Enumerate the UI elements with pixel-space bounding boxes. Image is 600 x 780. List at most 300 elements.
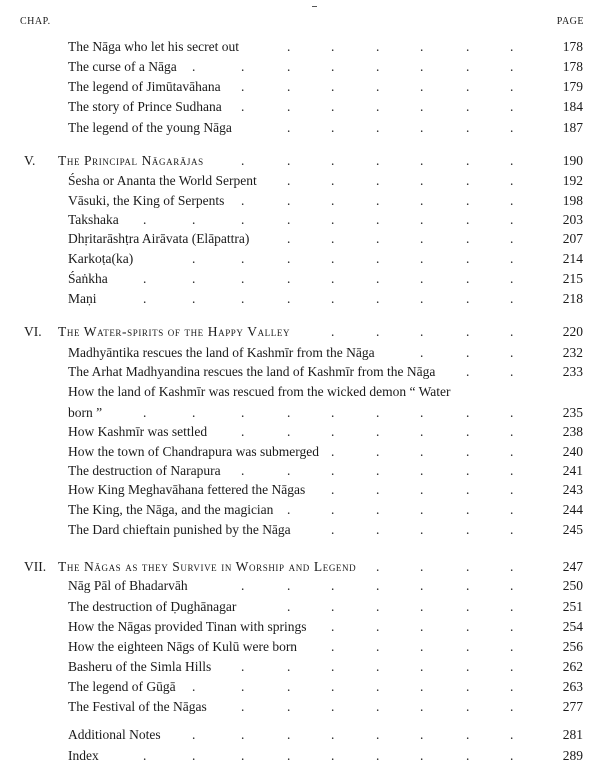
toc-entry <box>0 657 600 677</box>
leader-dot: . <box>143 405 147 420</box>
chapter-column-header: CHAP. <box>20 16 51 27</box>
leader-dot: . <box>510 39 514 54</box>
leader-dot: . <box>466 324 470 339</box>
toc-entry <box>0 637 600 657</box>
entry-title: Additional Notes <box>68 727 161 742</box>
leader-dot: . <box>466 120 470 135</box>
leader-dot: . <box>376 59 380 74</box>
page-number: 235 <box>562 405 583 420</box>
page-number: 277 <box>562 699 583 714</box>
leader-dot: . <box>241 405 245 420</box>
leader-dot: . <box>331 619 335 634</box>
page-number: 198 <box>562 193 583 208</box>
leader-dot: . <box>466 444 470 459</box>
toc-entry <box>0 500 600 520</box>
entry-title: The story of Prince Sudhana <box>68 99 222 114</box>
leader-dot: . <box>241 463 245 478</box>
leader-dot: . <box>287 699 291 714</box>
leader-dot: . <box>143 271 147 286</box>
leader-dot: . <box>241 659 245 674</box>
chapter-title: The Water-spirits of the Happy Valley <box>58 324 291 339</box>
toc-entry <box>0 746 600 766</box>
leader-dot: . <box>466 424 470 439</box>
page-number: 232 <box>562 345 583 360</box>
entry-title: Dhṛitarāshṭra Airāvata (Elāpattra) <box>68 231 250 246</box>
leader-dot: . <box>331 120 335 135</box>
leader-dot: . <box>510 578 514 593</box>
leader-dot: . <box>420 120 424 135</box>
leader-dot: . <box>466 679 470 694</box>
leader-dot: . <box>331 502 335 517</box>
leader-dot: . <box>241 59 245 74</box>
leader-dot: . <box>241 727 245 742</box>
leader-dot: . <box>376 405 380 420</box>
leader-dot: . <box>420 99 424 114</box>
leader-dot: . <box>241 578 245 593</box>
toc-entry <box>0 403 600 423</box>
entry-title: Takshaka <box>68 212 119 227</box>
leader-dot: . <box>331 173 335 188</box>
toc-entry <box>0 289 600 309</box>
leader-dot: . <box>331 79 335 94</box>
leader-dot: . <box>466 173 470 188</box>
leader-dot: . <box>331 212 335 227</box>
page-number: 207 <box>562 231 583 246</box>
leader-dot: . <box>510 639 514 654</box>
leader-dot: . <box>466 59 470 74</box>
leader-dot: . <box>376 619 380 634</box>
leader-dot: . <box>510 173 514 188</box>
leader-dot: . <box>331 405 335 420</box>
leader-dot: . <box>420 482 424 497</box>
entry-title: How Kashmīr was settled <box>68 424 208 439</box>
leader-dot: . <box>241 212 245 227</box>
toc-entry <box>0 171 600 191</box>
leader-dot: . <box>510 231 514 246</box>
leader-dot: . <box>420 251 424 266</box>
leader-dot: . <box>241 699 245 714</box>
leader-dot: . <box>192 405 196 420</box>
chapter-entry <box>0 557 600 577</box>
leader-dot: . <box>241 679 245 694</box>
leader-dot: . <box>143 291 147 306</box>
leader-dot: . <box>420 193 424 208</box>
leader-dot: . <box>466 619 470 634</box>
leader-dot: . <box>287 271 291 286</box>
entry-title: The Arhat Madhyandina rescues the land of Kashmīr from the Nāga <box>68 364 436 379</box>
leader-dot: . <box>510 251 514 266</box>
entry-title: The Festival of the Nāgas <box>68 699 207 714</box>
leader-dot: . <box>420 679 424 694</box>
leader-dot: . <box>143 748 147 763</box>
leader-dot: . <box>510 59 514 74</box>
entry-title: The curse of a Nāga <box>68 59 177 74</box>
leader-dot: . <box>510 193 514 208</box>
leader-dot: . <box>420 502 424 517</box>
leader-dot: . <box>376 231 380 246</box>
leader-dot: . <box>510 599 514 614</box>
leader-dot: . <box>287 153 291 168</box>
leader-dot: . <box>287 748 291 763</box>
leader-dot: . <box>376 324 380 339</box>
leader-dot: . <box>241 271 245 286</box>
leader-dot: . <box>287 251 291 266</box>
leader-dot: . <box>192 679 196 694</box>
leader-dot: . <box>510 444 514 459</box>
leader-dot: . <box>466 482 470 497</box>
page-number: 203 <box>562 212 583 227</box>
leader-dot: . <box>466 153 470 168</box>
entry-title: The King, the Nāga, and the magician <box>68 502 274 517</box>
toc-entry <box>0 677 600 697</box>
leader-dot: . <box>420 748 424 763</box>
page-number: 215 <box>562 271 583 286</box>
leader-dot: . <box>510 271 514 286</box>
toc-entry <box>0 229 600 249</box>
leader-dot: . <box>466 79 470 94</box>
leader-dot: . <box>331 324 335 339</box>
leader-dot: . <box>466 251 470 266</box>
leader-dot: . <box>287 578 291 593</box>
leader-dot: . <box>287 59 291 74</box>
leader-dot: . <box>420 271 424 286</box>
leader-dot: . <box>510 559 514 574</box>
leader-dot: . <box>331 639 335 654</box>
leader-dot: . <box>376 679 380 694</box>
leader-dot: . <box>510 659 514 674</box>
leader-dot: . <box>420 522 424 537</box>
entry-title: The destruction of Ḍughānagar <box>68 599 237 614</box>
leader-dot: . <box>420 559 424 574</box>
toc-entry <box>0 57 600 77</box>
leader-dot: . <box>466 578 470 593</box>
leader-dot: . <box>510 345 514 360</box>
leader-dot: . <box>376 559 380 574</box>
leader-dot: . <box>376 99 380 114</box>
leader-dot: . <box>420 291 424 306</box>
entry-title: How the eighteen Nāgs of Kulū were born <box>68 639 298 654</box>
leader-dot: . <box>287 173 291 188</box>
leader-dot: . <box>420 212 424 227</box>
leader-dot: . <box>466 39 470 54</box>
page-number: 240 <box>562 444 583 459</box>
leader-dot: . <box>287 231 291 246</box>
leader-dot: . <box>331 463 335 478</box>
page-number: 190 <box>562 153 583 168</box>
leader-dot: . <box>143 212 147 227</box>
leader-dot: . <box>466 231 470 246</box>
leader-dot: . <box>241 99 245 114</box>
leader-dot: . <box>331 482 335 497</box>
leader-dot: . <box>376 699 380 714</box>
chapter-title: The Nāgas as they Survive in Worship and Legend <box>58 559 357 574</box>
leader-dot: . <box>420 324 424 339</box>
leader-dot: . <box>192 291 196 306</box>
leader-dot: . <box>241 79 245 94</box>
toc-entry <box>0 77 600 97</box>
leader-dot: . <box>420 39 424 54</box>
page-number: 187 <box>562 120 583 135</box>
leader-dot: . <box>287 405 291 420</box>
page-number: 214 <box>562 251 583 266</box>
leader-dot: . <box>331 727 335 742</box>
page-number: 256 <box>562 639 583 654</box>
chapter-number: V. <box>24 153 36 168</box>
page-number: 289 <box>562 748 583 763</box>
page-number: 247 <box>562 559 583 574</box>
leader-dot: . <box>510 463 514 478</box>
leader-dot: . <box>287 79 291 94</box>
leader-dot: . <box>331 99 335 114</box>
leader-dot: . <box>510 748 514 763</box>
page-number: 192 <box>562 173 583 188</box>
leader-dot: . <box>510 502 514 517</box>
leader-dot: . <box>241 193 245 208</box>
entry-title: The Nāga who let his secret out <box>68 39 239 54</box>
leader-dot: . <box>420 79 424 94</box>
leader-dot: . <box>241 291 245 306</box>
leader-dot: . <box>287 727 291 742</box>
leader-dot: . <box>331 659 335 674</box>
leader-dot: . <box>331 39 335 54</box>
entry-title: Index <box>68 748 99 763</box>
leader-dot: . <box>192 271 196 286</box>
leader-dot: . <box>466 639 470 654</box>
entry-title: Karkoṭa(ka) <box>68 251 134 266</box>
page-number: 281 <box>562 727 583 742</box>
leader-dot: . <box>466 212 470 227</box>
page-number: 263 <box>562 679 583 694</box>
leader-dot: . <box>241 251 245 266</box>
leader-dot: . <box>376 502 380 517</box>
toc-entry <box>0 725 600 745</box>
leader-dot: . <box>287 212 291 227</box>
leader-dot: . <box>331 679 335 694</box>
toc-entry <box>0 362 600 382</box>
leader-dot: . <box>510 679 514 694</box>
leader-dot: . <box>376 727 380 742</box>
leader-dot: . <box>466 502 470 517</box>
leader-dot: . <box>376 39 380 54</box>
toc-entry <box>0 269 600 289</box>
entry-title: Madhyāntika rescues the land of Kashmīr from the Nāga <box>68 345 375 360</box>
chapter-entry <box>0 322 600 342</box>
entry-title: How the Nāgas provided Tinan with springs <box>68 619 307 634</box>
leader-dot: . <box>466 659 470 674</box>
page-number: 233 <box>562 364 583 379</box>
leader-dot: . <box>376 522 380 537</box>
leader-dot: . <box>510 522 514 537</box>
page-number: 218 <box>562 291 583 306</box>
leader-dot: . <box>376 424 380 439</box>
toc-entry <box>0 191 600 211</box>
leader-dot: . <box>287 599 291 614</box>
entry-title: The Dard chieftain punished by the Nāga <box>68 522 291 537</box>
leader-dot: . <box>466 463 470 478</box>
leader-dot: . <box>376 173 380 188</box>
entry-title: Basheru of the Simla Hills <box>68 659 212 674</box>
entry-title: Śesha or Ananta the World Serpent <box>68 173 257 188</box>
leader-dot: . <box>420 727 424 742</box>
toc-entry <box>0 617 600 637</box>
toc-entry <box>0 597 600 617</box>
toc-entry <box>0 210 600 230</box>
entry-title: The legend of Jimūtavāhana <box>68 79 221 94</box>
page-number: 178 <box>562 59 583 74</box>
page-number: 178 <box>562 39 583 54</box>
leader-dot: . <box>466 599 470 614</box>
leader-dot: . <box>420 59 424 74</box>
leader-dot: . <box>376 291 380 306</box>
entry-title: The destruction of Narapura <box>68 463 221 478</box>
leader-dot: . <box>510 99 514 114</box>
page-number: 254 <box>562 619 583 634</box>
toc-entry <box>0 343 600 363</box>
entry-title: Maṇi <box>68 291 97 306</box>
leader-dot: . <box>192 727 196 742</box>
leader-dot: . <box>420 578 424 593</box>
leader-dot: . <box>376 212 380 227</box>
toc-entry <box>0 422 600 442</box>
page-number: 179 <box>562 79 583 94</box>
leader-dot: . <box>287 424 291 439</box>
toc-entry <box>0 697 600 717</box>
leader-dot: . <box>192 251 196 266</box>
leader-dot: . <box>376 748 380 763</box>
leader-dot: . <box>287 659 291 674</box>
leader-dot: . <box>376 251 380 266</box>
leader-dot: . <box>466 405 470 420</box>
leader-dot: . <box>331 153 335 168</box>
leader-dot: . <box>420 619 424 634</box>
leader-dot: . <box>466 99 470 114</box>
leader-dot: . <box>420 699 424 714</box>
leader-dot: . <box>466 727 470 742</box>
leader-dot: . <box>510 424 514 439</box>
entry-title: Śaṅkha <box>68 271 108 286</box>
leader-dot: . <box>466 345 470 360</box>
page-number: 245 <box>562 522 583 537</box>
leader-dot: . <box>241 424 245 439</box>
leader-dot: . <box>287 120 291 135</box>
leader-dot: . <box>466 522 470 537</box>
page-number: 250 <box>562 578 583 593</box>
leader-dot: . <box>376 271 380 286</box>
entry-title: How the town of Chandrapura was submerged <box>68 444 319 459</box>
leader-dot: . <box>510 153 514 168</box>
leader-dot: . <box>331 251 335 266</box>
leader-dot: . <box>241 153 245 168</box>
leader-dot: . <box>331 193 335 208</box>
page-number: 243 <box>562 482 583 497</box>
page-number: 238 <box>562 424 583 439</box>
leader-dot: . <box>287 463 291 478</box>
toc-entry <box>0 442 600 462</box>
leader-dot: . <box>466 748 470 763</box>
leader-dot: . <box>331 522 335 537</box>
toc-entry <box>0 520 600 540</box>
leader-dot: . <box>376 444 380 459</box>
toc-entry <box>0 461 600 481</box>
leader-dot: . <box>376 599 380 614</box>
leader-dot: . <box>287 502 291 517</box>
leader-dot: . <box>420 345 424 360</box>
entry-title: Vāsuki, the King of Serpents <box>68 193 225 208</box>
leader-dot: . <box>331 231 335 246</box>
leader-dot: . <box>466 699 470 714</box>
page-number: 244 <box>562 502 583 517</box>
leader-dot: . <box>376 153 380 168</box>
entry-title: How King Meghavāhana fettered the Nāgas <box>68 482 306 497</box>
chapter-title: The Principal Nāgarājas <box>58 153 204 168</box>
leader-dot: . <box>466 271 470 286</box>
leader-dot: . <box>420 639 424 654</box>
page-number: 220 <box>562 324 583 339</box>
leader-dot: . <box>420 153 424 168</box>
leader-dot: . <box>287 193 291 208</box>
leader-dot: . <box>287 679 291 694</box>
leader-dot: . <box>331 444 335 459</box>
page-number: 262 <box>562 659 583 674</box>
chapter-number: VI. <box>24 324 42 339</box>
leader-dot: . <box>376 659 380 674</box>
leader-dot: . <box>510 364 514 379</box>
leader-dot: . <box>192 59 196 74</box>
page-number: 241 <box>562 463 583 478</box>
leader-dot: . <box>241 748 245 763</box>
leader-dot: . <box>331 271 335 286</box>
leader-dot: . <box>287 39 291 54</box>
toc-entry <box>0 97 600 117</box>
toc-entry <box>0 249 600 269</box>
leader-dot: . <box>331 599 335 614</box>
leader-dot: . <box>510 405 514 420</box>
leader-dot: . <box>376 639 380 654</box>
toc-entry <box>0 37 600 57</box>
leader-dot: . <box>376 578 380 593</box>
leader-dot: . <box>510 291 514 306</box>
entry-title: Nāg Pāl of Bhadarvāh <box>68 578 188 593</box>
leader-dot: . <box>420 405 424 420</box>
leader-dot: . <box>376 79 380 94</box>
leader-dot: . <box>287 291 291 306</box>
toc-entry <box>0 118 600 138</box>
leader-dot: . <box>420 173 424 188</box>
leader-dot: . <box>331 748 335 763</box>
entry-title: The legend of the young Nāga <box>68 120 232 135</box>
entry-title: The legend of Gūgā <box>68 679 176 694</box>
leader-dot: . <box>376 120 380 135</box>
leader-dot: . <box>510 699 514 714</box>
leader-dot: . <box>510 482 514 497</box>
leader-dot: . <box>466 193 470 208</box>
leader-dot: . <box>420 444 424 459</box>
leader-dot: . <box>466 364 470 379</box>
page-number: 251 <box>562 599 583 614</box>
leader-dot: . <box>420 424 424 439</box>
leader-dot: . <box>420 463 424 478</box>
toc-entry <box>0 382 600 402</box>
leader-dot: . <box>510 727 514 742</box>
chapter-number: VII. <box>24 559 47 574</box>
leader-dot: . <box>510 79 514 94</box>
leader-dot: . <box>420 659 424 674</box>
leader-dot: . <box>376 482 380 497</box>
leader-dot: . <box>510 212 514 227</box>
leader-dot: . <box>466 559 470 574</box>
leader-dot: . <box>331 699 335 714</box>
leader-dot: . <box>420 599 424 614</box>
